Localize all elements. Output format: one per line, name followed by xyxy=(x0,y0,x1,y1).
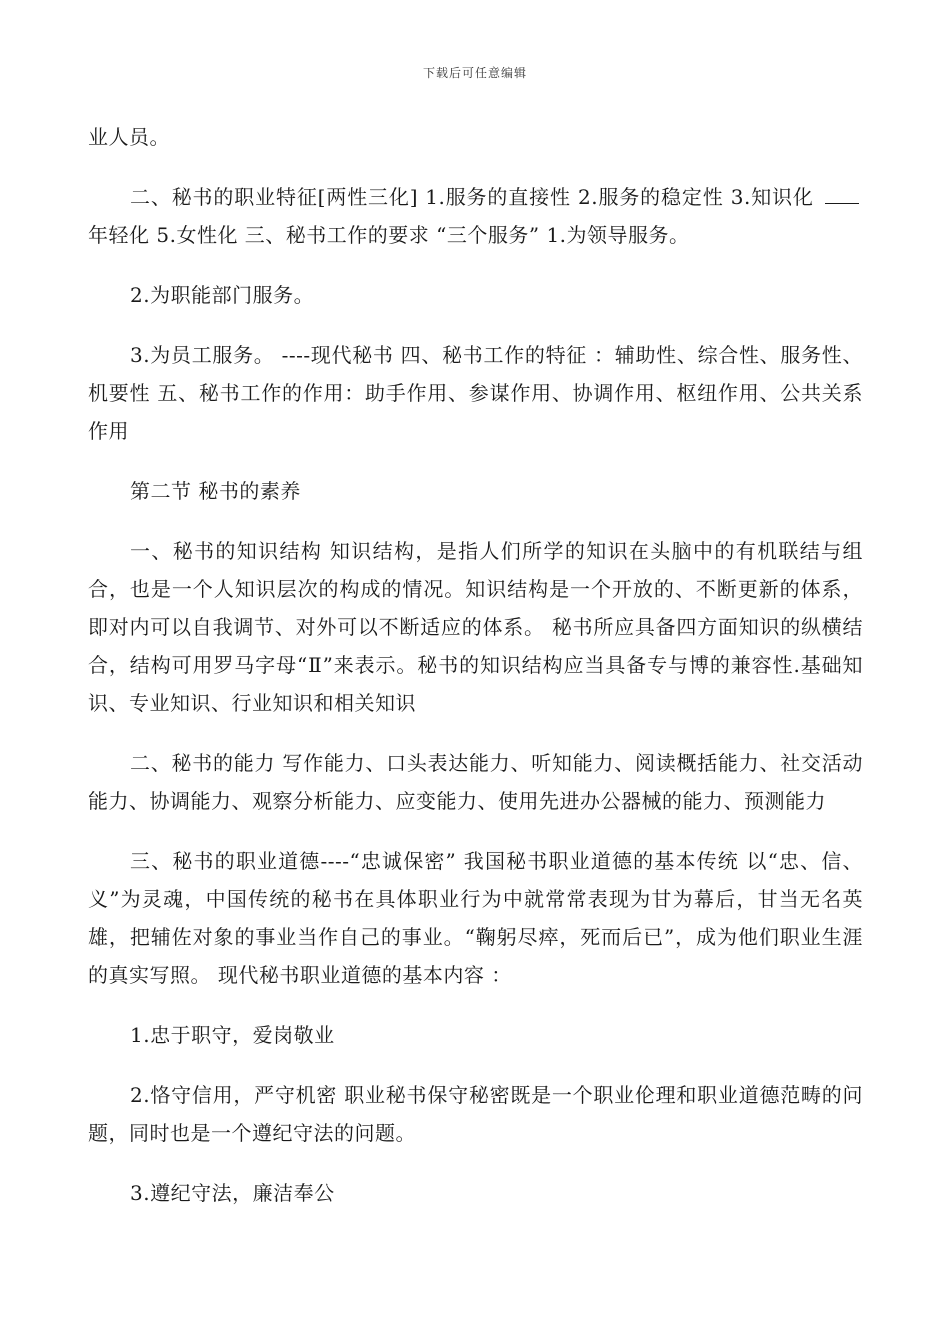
paragraph-abilities: 二、秘书的能力 写作能力、口头表达能力、听知能力、阅读概括能力、社交活动能力、协调能力、观察分析能力、应变能力、使用先进办公器械的能力、预测能力 xyxy=(88,751,863,813)
paragraph-career-features xyxy=(88,178,863,254)
paragraph-ethics: 三、秘书的职业道德----“忠诚保密” 我国秘书职业道德的基本传统 以“忠、信、义”为灵魂，中国传统的秘书在具体职业行为中就常常表现为甘为幕后，甘当无名英雄，把辅佐对象的事业当作自己的事业。“鞠躬尽瘁，死而后已”，成为他们职业生涯的真实写照。 现代秘书职业道德的基本内容 ： xyxy=(88,849,863,987)
paragraph-career-features-part-b: 年轻化 5.女性化 三、秘书工作的要求 “三个服务” 1.为领导服务。 xyxy=(88,223,690,247)
paragraph-continuation: 业人员。 xyxy=(88,125,170,149)
paragraph-career-features-part-a: 二、秘书的职业特征[两性三化] 1.服务的直接性 2.服务的稳定性 3.知识化 xyxy=(130,185,821,209)
section-heading: 第二节 秘书的素养 xyxy=(130,479,301,503)
header-note: 下载后可任意编辑 xyxy=(422,66,527,80)
list-item-confidentiality: 2.恪守信用，严守机密 职业秘书保守秘密既是一个职业伦理和职业道德范畴的问题，同时也是一个遵纪守法的问题。 xyxy=(88,1083,863,1145)
fill-in-blank xyxy=(825,185,859,204)
list-item-loyalty: 1.忠于职守，爱岗敬业 xyxy=(130,1023,335,1047)
paragraph-knowledge-structure: 一、秘书的知识结构 知识结构，是指人们所学的知识在头脑中的有机联结与组合，也是一个人知识层次的构成的情况。知识结构是一个开放的、不断更新的体系，即对内可以自我调节、对外可以不断适应的体系。 秘书所应具备四方面知识的纵横结合，结构可用罗马字母“Ⅱ”来表示。秘书的知识结构应当具备专与博的兼容性.基础知识、专业知识、行业知识和相关知识 xyxy=(88,539,863,715)
paragraph-serve-staff: 3.为员工服务。 ----现代秘书 四、秘书工作的特征 ：辅助性、综合性、服务性、机要性 五、秘书工作的作用：助手作用、参谋作用、协调作用、枢纽作用、公共关系作用 xyxy=(88,343,863,443)
list-item-law-abiding: 3.遵纪守法，廉洁奉公 xyxy=(130,1181,335,1205)
paragraph-serve-departments: 2.为职能部门服务。 xyxy=(130,283,315,307)
document-body xyxy=(88,118,863,1234)
